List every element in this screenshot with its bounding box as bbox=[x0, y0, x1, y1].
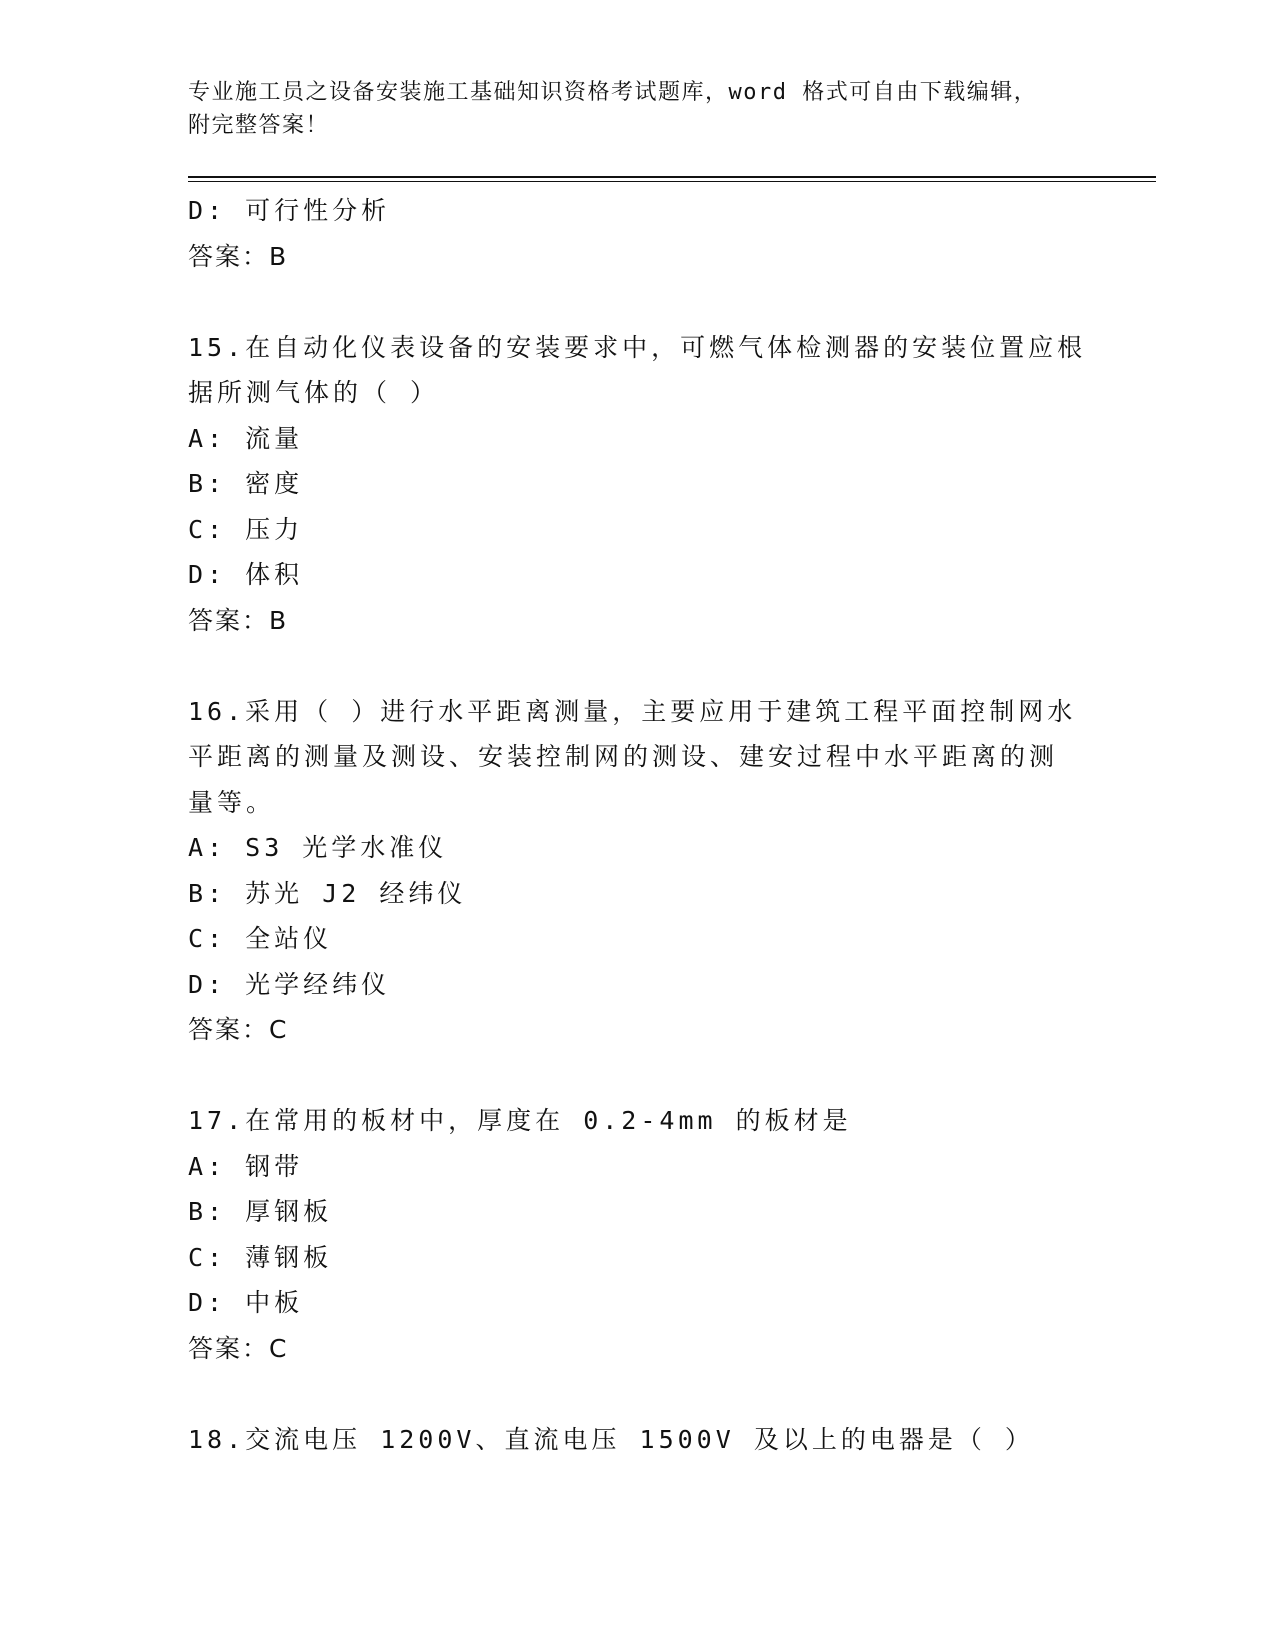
question-16 bbox=[188, 689, 1088, 1053]
option-c: C: 全站仪 bbox=[188, 924, 333, 953]
option-b: B: 密度 bbox=[188, 469, 304, 498]
question-stem: 17.在常用的板材中，厚度在 0.2-4mm 的板材是 bbox=[188, 1106, 852, 1135]
question-18 bbox=[188, 1417, 1088, 1463]
option-c: C: 压力 bbox=[188, 514, 304, 544]
question-stem: 16.采用（ ）进行水平距离测量，主要应用于建筑工程平面控制网水 bbox=[188, 696, 1077, 726]
option-b: B: 厚钢板 bbox=[188, 1197, 333, 1226]
option-d: D: 中板 bbox=[188, 1288, 304, 1317]
header-divider-thick bbox=[188, 176, 1156, 178]
question-stem-continued: 平距离的测量及测设、安装控制网的测设、建安过程中水平距离的测 bbox=[188, 742, 1059, 771]
option-b: B: 苏光 J2 经纬仪 bbox=[188, 878, 467, 908]
spacer bbox=[188, 643, 1088, 689]
answer-line: 答案：B bbox=[188, 605, 289, 635]
option-a: A: S3 光学水准仪 bbox=[188, 833, 448, 862]
spacer bbox=[188, 1371, 1088, 1417]
option-d: D: 光学经纬仪 bbox=[188, 969, 391, 999]
option-a: A: 钢带 bbox=[188, 1151, 304, 1181]
header-line-1: 专业施工员之设备安装施工基础知识资格考试题库，word 格式可自由下载编辑， bbox=[188, 80, 1038, 105]
option-a: A: 流量 bbox=[188, 423, 304, 453]
header-divider-thin bbox=[188, 181, 1156, 182]
header-line-2: 附完整答案！ bbox=[188, 113, 330, 138]
question-stem-continued: 据所测气体的（ ） bbox=[188, 378, 440, 407]
question-14 bbox=[188, 188, 1088, 279]
spacer bbox=[188, 1053, 1088, 1099]
question-stem: 15.在自动化仪表设备的安装要求中，可燃气体检测器的安装位置应根 bbox=[188, 332, 1087, 362]
option-c: C: 薄钢板 bbox=[188, 1242, 333, 1272]
answer-line: 答案：B bbox=[188, 241, 289, 271]
answer-line: 答案：C bbox=[188, 1015, 289, 1044]
question-stem: 18.交流电压 1200V、直流电压 1500V 及以上的电器是（ ） bbox=[188, 1424, 1034, 1454]
question-list bbox=[188, 188, 1088, 1462]
spacer bbox=[188, 279, 1088, 325]
option-d: D: 可行性分析 bbox=[188, 196, 391, 225]
question-15 bbox=[188, 325, 1088, 644]
answer-line: 答案：C bbox=[188, 1333, 289, 1363]
option-d: D: 体积 bbox=[188, 560, 304, 589]
question-17 bbox=[188, 1098, 1088, 1371]
question-stem-continued: 量等。 bbox=[188, 787, 276, 817]
page-header bbox=[188, 76, 1088, 142]
